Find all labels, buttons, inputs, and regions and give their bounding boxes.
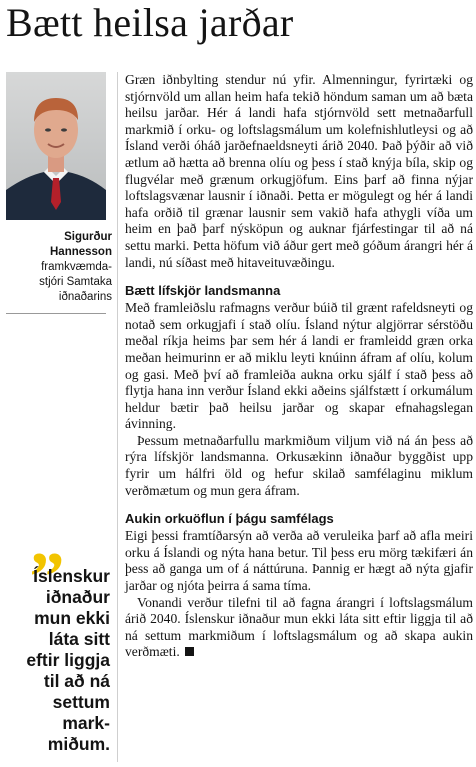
section-heading: Aukin orkuöflun í þágu samfélags (125, 511, 334, 527)
pullquote (0, 566, 110, 755)
body-paragraph: Með framleiðslu rafmagns verður búið til grænt rafeldsneyti og notað sem orkugjafi í stað olíu. Ísland nýtur algjörrar sérstöðu meðal ríkja heims þar sem hér á landi er framleidd græn orka meðan heimurinn er að miklu leyti knúinn áfram af olíu, kolum og gasi. Með því að framleiða aukna orku sjálf í stað þess að flytja hana inn verður Ísland ekki aðeins sjálfstætt í orkumálum heldur bætir það heilsu jarðar og skapar efnahagslegan ávinning. (125, 300, 473, 432)
pullquote-line: láta sitt (48, 629, 110, 649)
body-paragraph: Eigi þessi framtíðarsýn að verða að veruleika þarf að afla meiri orku á Íslandi og nýta hana betur. Til þess eru mörg tækifæri án þess að ganga um of á náttúruna. Þannig er hægt að nýta gjafir jarðar og njóta þeirra á sama tíma. (125, 528, 473, 594)
body-paragraph-last (125, 595, 473, 661)
pullquote-line: miðum. (47, 734, 110, 754)
pullquote-line: mun ekki (34, 608, 110, 628)
author-name-last: Hannesson (50, 246, 112, 258)
author-photo (6, 72, 106, 220)
author-byline (0, 230, 112, 305)
pullquote-line: iðnaður (45, 587, 110, 607)
headline: Bætt heilsa jarðar (6, 0, 294, 45)
intro-paragraph: Græn iðnbylting stendur nú yfir. Almenningur, fyrirtæki og stjórnvöld um allan heim hafa tekið höndum saman um að bæta heilsu jarðar. Hér á landi hafa stjórnvöld sett metnaðarfull markmið í orku- og loftslagsmálum um kolefnishlutleysi og að Ísland verði óháð jarðefnaeldsneyti árið 2040. Það þýðir að við ætlum að hætta að brenna olíu og þess í stað knýja bíla, skip og flugvélar með grænum orkugjöfum. Eins þarf að finna nýjar loftslagsvænar lausnir í iðnaði. Þetta er mögulegt og hér á landi hafa orðið til grænar lausnir sem vakið hafa athygli víða um heim en það þarf nýsköpun og auknar fjárfestingar til að ná settu marki. Þetta höfum við áður gert með góðum árangri hér á landi, nú síðast með hitaveituvæðingu. (125, 72, 473, 270)
pullquote-line: mark- (62, 713, 110, 733)
pullquote-line: settum (52, 692, 110, 712)
pullquote-line: til að ná (43, 671, 110, 691)
pullquote-line: Íslenskur (33, 566, 110, 586)
author-name-first: Sigurður (64, 231, 112, 243)
quote-mark-icon: „ (30, 503, 65, 580)
author-divider (6, 313, 106, 314)
author-role-line: framkvæmda- (41, 261, 112, 273)
column-divider (117, 72, 118, 762)
pullquote-line: eftir liggja (26, 650, 110, 670)
section-heading: Bætt lífskjör landsmanna (125, 283, 281, 299)
article-body (125, 72, 473, 661)
body-paragraph: Þessum metnaðarfullu markmiðum viljum við ná án þess að rýra lífskjör landsmanna. Orkusækinn iðnaður byggðist upp fyrir um hálfri öld og hefur skilað samfélaginu miklum verðmætum og mun gera áfram. (125, 432, 473, 498)
author-role-line: stjóri Samtaka (39, 276, 112, 288)
author-role-line: iðnaðarins (58, 291, 112, 303)
body-paragraph-text: Vonandi verður tilefni til að fagna árangri í loftslagsmálum árið 2040. Íslenskur iðnaður mun ekki láta sitt eftir liggja til að ná settum markmiðum í loftslagsmálum og að skapa aukin verðmæti. (125, 594, 473, 660)
end-mark-icon (185, 647, 194, 656)
